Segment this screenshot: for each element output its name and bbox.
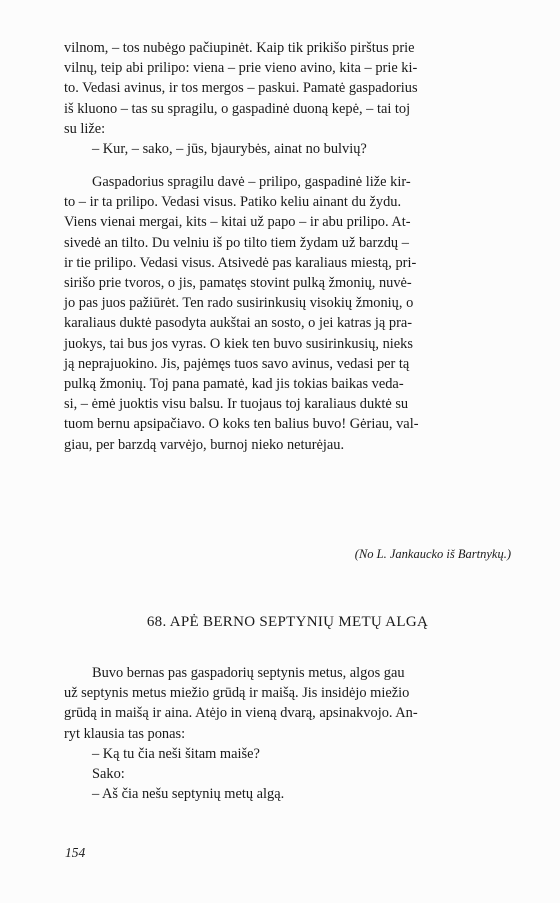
section-line-3: grūdą in maišą ir aina. Atėjo in vieną dvarą, apsinakvojo. An- bbox=[64, 705, 418, 722]
opening-paragraph bbox=[64, 38, 511, 139]
main-line-3: Viens vienai mergai, kits – kitai už papo – ir abu prilipo. At- bbox=[64, 214, 411, 231]
answer-line: – Aš čia nešu septynių metų algą. bbox=[92, 786, 285, 803]
question-line: – Ką tu čia neši šitam maiše? bbox=[92, 745, 260, 762]
main-paragraph bbox=[64, 172, 511, 455]
main-line-6: sirišo prie tvoros, o jis, pamatęs stovint pulką žmonių, nuvė- bbox=[64, 275, 412, 292]
opening-text bbox=[64, 38, 511, 159]
opening-line-4: iš kluono – tas su spragilu, o gaspadinė duoną kepė, – tai toj bbox=[64, 100, 411, 117]
main-line-2: to – ir ta prilipo. Vedasi visus. Patiko keliu ainant du žydu. bbox=[64, 194, 402, 211]
section-heading: 68. APĖ BERNO SEPTYNIŲ METŲ ALGĄ bbox=[146, 614, 429, 630]
main-line-12: si, – ėmė juoktis visu balsu. Ir tuojaus toj karaliaus duktė su bbox=[64, 396, 409, 413]
section-line-1: Buvo bernas pas gaspadorių septynis metus, algos gau bbox=[92, 665, 405, 681]
main-line-1: Gaspadorius spragilu davė – prilipo, gaspadinė liže kir- bbox=[92, 174, 411, 190]
section-body bbox=[64, 663, 511, 804]
opening-line-5: su liže: bbox=[64, 120, 106, 137]
main-line-8: karaliaus duktė pasodyta aukštai an sosto, o jei katras ją pra- bbox=[64, 315, 413, 332]
main-line-10: ją neprajuokino. Jis, pajėmęs tuos savo avinus, vedasi per tą bbox=[64, 355, 410, 372]
section-line-2: už septynis metus miežio grūdą ir maišą. Jis insidėjo miežio bbox=[64, 685, 410, 702]
opening-line-1: vilnom, – tos nubėgo pačiupinėt. Kaip tik prikišo pirštus prie bbox=[64, 40, 415, 56]
main-line-11: pulką žmonių. Toj pana pamatė, kad jis tokias baikas veda- bbox=[64, 376, 404, 393]
source-note: (No L. Jankaucko iš Bartnykų.) bbox=[354, 547, 511, 561]
main-line-4: sivedė an tilto. Du velniu iš po tilto tiem žydam už barzdų – bbox=[64, 234, 409, 251]
main-line-13: tuom bernu apsipačiavo. O koks ten balius buvo! Gėriau, val- bbox=[64, 416, 419, 433]
section-line-4: ryt klausia tas ponas: bbox=[64, 725, 186, 742]
dialogue-line: – Kur, – sako, – jūs, bjaurybės, ainat no bulvių? bbox=[92, 141, 367, 158]
sako-line: Sako: bbox=[92, 766, 125, 783]
opening-line-2: vilnų, teip abi prilipo: viena – prie vieno avino, kita – prie ki- bbox=[64, 60, 418, 77]
main-line-7: jo pas juos pažiūrėt. Ten rado susirinkusių visokių žmonių, o bbox=[64, 295, 414, 312]
main-line-5: ir tie prilipo. Vedasi visus. Atsivedė pas karaliaus miestą, pri- bbox=[64, 254, 417, 271]
main-line-14: giau, per barzdą varvėjo, burnoj nieko neturėjau. bbox=[64, 436, 345, 453]
page-number: 154 bbox=[65, 845, 86, 860]
opening-line-3: to. Vedasi avinus, ir tos mergos – paskui. Pamatė gaspadorius bbox=[64, 80, 418, 97]
main-text bbox=[64, 172, 511, 455]
section-paragraph bbox=[64, 663, 511, 744]
main-line-9: juokys, tai bus jos vyras. O kiek ten buvo susirinkusių, nieks bbox=[64, 335, 413, 352]
